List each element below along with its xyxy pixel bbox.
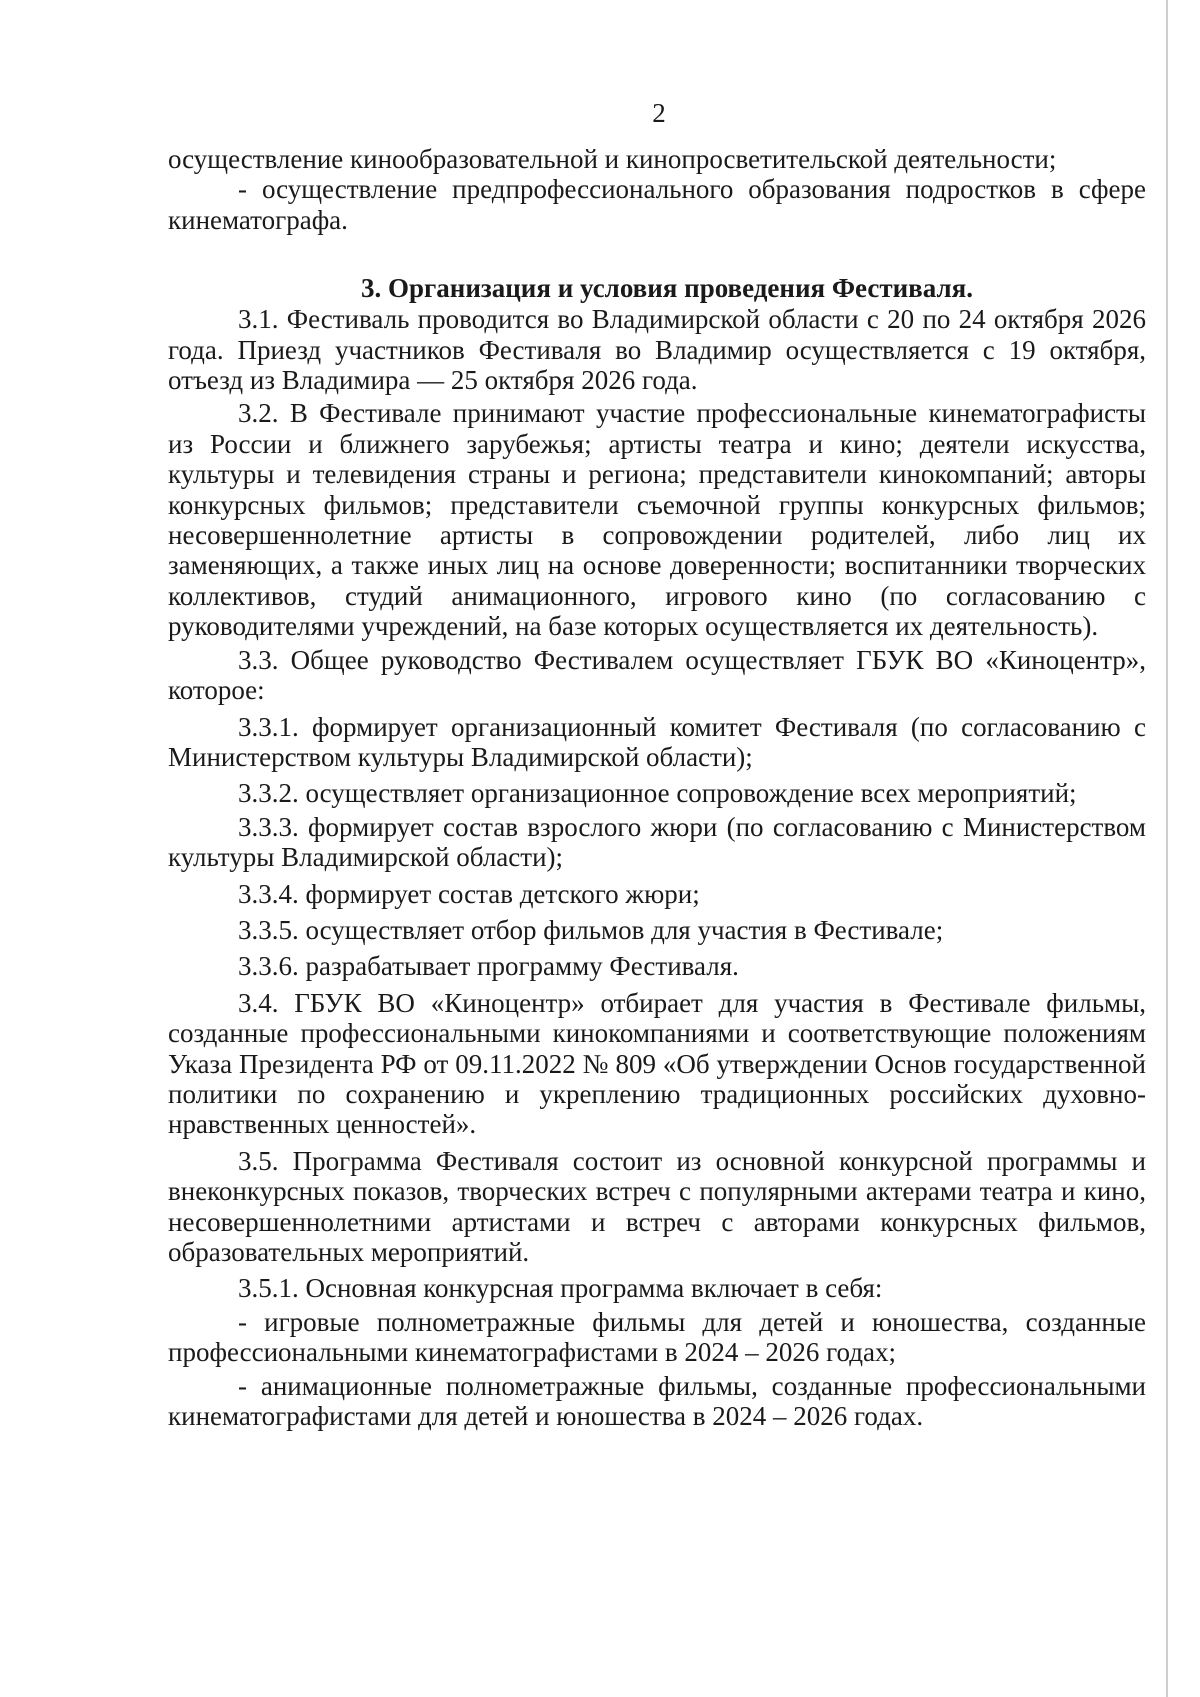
paragraph-3-3-3: 3.3.3. формирует состав взрослого жюри (по согласованию с Министерством культуры Владимирской области); [168, 811, 1146, 873]
paragraph-3-3-4: 3.3.4. формирует состав детского жюри; [238, 878, 700, 909]
list-item-animated-films: - анимационные полнометражные фильмы, созданные профессиональными кинематографистами для детей и юношества в 2024 – 2026 годах. [168, 1370, 1146, 1432]
document-body [168, 144, 1146, 1431]
page-number: 2 [652, 98, 666, 128]
paragraph-3-4: 3.4. ГБУК ВО «Киноцентр» отбирает для участия в Фестивале фильмы, созданные профессиональными кинокомпаниями и соответствующие положениям Указа Президента РФ от 09.11.2022 № 809 «Об утверждении Основ государственной политики по сохранению и укреплению традиционных российских духовно-нравственных ценностей». [168, 987, 1146, 1140]
intro-paragraph-2: - осуществление предпрофессионального образования подростков в сфере кинематографа. [168, 174, 1146, 235]
paragraph-3-3-1: 3.3.1. формирует организационный комитет Фестиваля (по согласованию с Министерством культуры Владимирской области); [168, 711, 1146, 772]
paragraph-3-3-2: 3.3.2. осуществляет организационное сопровождение всех мероприятий; [238, 778, 1077, 809]
list-item-feature-films: - игровые полнометражные фильмы для детей и юношества, созданные профессиональными кинематографистами в 2024 – 2026 годах; [168, 1306, 1146, 1368]
paragraph-3-3-6: 3.3.6. разрабатывает программу Фестиваля. [238, 951, 739, 982]
paragraph-3-1: 3.1. Фестиваль проводится во Владимирской области с 20 по 24 октября 2026 года. Приезд участников Фестиваля во Владимир осуществляется с 19 октября, отъезд из Владимира — 25 октября 2026 года. [168, 304, 1146, 396]
paragraph-3-5-1: 3.5.1. Основная конкурсная программа включает в себя: [238, 1273, 883, 1304]
page-edge-line [1166, 0, 1168, 1697]
intro-paragraph-1: осуществление кинообразовательной и кинопросветительской деятельности; [168, 144, 1057, 174]
paragraph-3-3: 3.3. Общее руководство Фестивалем осуществляет ГБУК ВО «Киноцентр», которое: [168, 644, 1146, 706]
paragraph-3-3-5: 3.3.5. осуществляет отбор фильмов для участия в Фестивале; [238, 914, 944, 945]
paragraph-3-5: 3.5. Программа Фестиваля состоит из основной конкурсной программы и внеконкурсных показов, творческих встреч с популярными актерами театра и кино, несовершеннолетними артистами и встреч с авторами конкурсных фильмов, образовательных мероприятий. [168, 1145, 1146, 1267]
paragraph-3-2: 3.2. В Фестивале принимают участие профессиональные кинематографисты из России и ближнего зарубежья; артисты театра и кино; деятели искусства, культуры и телевидения страны и региона; представители кинокомпаний; авторы конкурсных фильмов; представители съемочной группы конкурсных фильмов; несовершеннолетние артисты в сопровождении родителей, либо лиц их заменяющих, а также иных лиц на основе доверенности; воспитанники творческих коллективов, студий анимационного, игрового кино (по согласованию с руководителями учреждений, на базе которых осуществляется их деятельность). [168, 398, 1146, 642]
section-heading: 3. Организация и условия проведения Фестиваля. [361, 273, 973, 304]
